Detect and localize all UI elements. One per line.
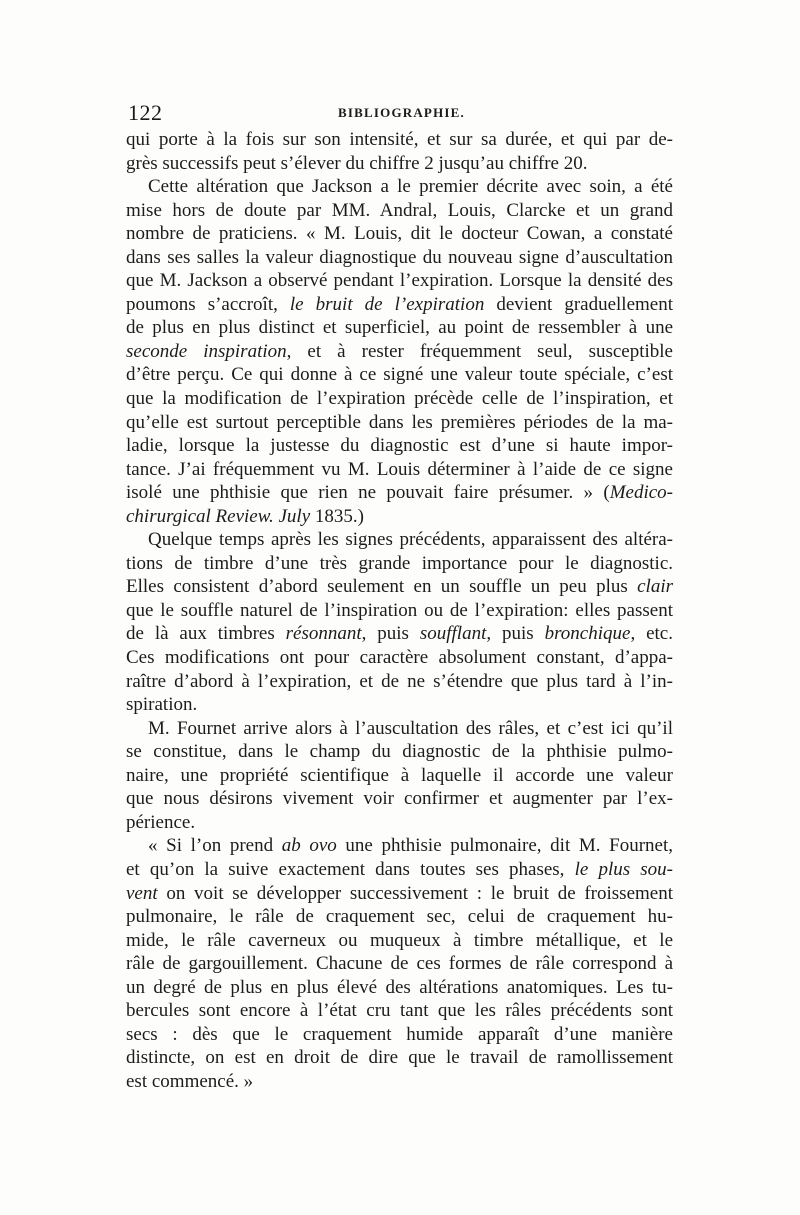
text-segment: que le souffle naturel de l’inspiration ou de l’expiration: elles passent <box>126 599 673 621</box>
italic-segment: bronchique <box>544 623 631 645</box>
text-line <box>126 152 673 176</box>
text-segment: de là aux timbres <box>126 623 286 645</box>
text-segment: on voit se développer successivement : le bruit de froissement <box>157 882 673 904</box>
text-segment: d’être perçu. Ce qui donne à ce signé une valeur toute spéciale, c’est <box>126 364 673 386</box>
body-text <box>126 128 673 1093</box>
text-segment: périence. <box>126 811 196 833</box>
running-head: BIBLIOGRAPHIE. <box>338 105 465 120</box>
text-line <box>126 882 673 906</box>
text-line <box>126 740 673 764</box>
text-segment: secs : dès que le craquement humide apparaît d’une manière <box>126 1023 673 1045</box>
text-segment: raître d’abord à l’expiration, et de ne s’étendre que plus tard à l’in- <box>126 670 673 692</box>
text-line <box>126 834 673 858</box>
text-segment: Elles consistent d’abord seulement en un souffle un peu plus <box>126 576 638 598</box>
text-line <box>126 599 673 623</box>
text-line <box>126 434 673 458</box>
text-line <box>126 199 673 223</box>
italic-segment: soufflant <box>419 623 487 645</box>
text-line <box>126 693 673 717</box>
page-number: 122 <box>128 100 163 125</box>
page-header <box>128 100 673 128</box>
text-line <box>126 552 673 576</box>
text-line <box>126 458 673 482</box>
text-line <box>126 575 673 599</box>
text-line <box>126 387 673 411</box>
text-segment: isolé une phthisie que rien ne pouvait faire présumer. » ( <box>126 482 610 504</box>
text-line <box>126 316 673 340</box>
text-line <box>126 929 673 953</box>
italic-segment: clair <box>637 576 673 598</box>
text-segment: que la modification de l’expiration précède celle de l’inspiration, et <box>126 388 673 410</box>
text-line <box>126 1070 673 1094</box>
text-segment: , etc. <box>630 623 673 645</box>
text-segment: pulmonaire, le râle de craquement sec, celui de craquement hu- <box>126 906 673 928</box>
text-line <box>126 481 673 505</box>
text-line <box>126 340 673 364</box>
text-line <box>126 811 673 835</box>
text-line <box>126 999 673 1023</box>
text-segment: bercules sont encore à l’état cru tant que les râles précédents sont <box>126 1000 673 1022</box>
text-line <box>126 858 673 882</box>
text-line <box>126 1023 673 1047</box>
text-segment: mide, le râle caverneux ou muqueux à timbre métallique, et le <box>126 929 673 951</box>
text-line <box>126 293 673 317</box>
text-segment: Cette altération que Jackson a le premier décrite avec soin, a été <box>148 176 673 198</box>
text-segment: , puis <box>361 623 420 645</box>
italic-segment: le plus sou- <box>574 858 673 880</box>
italic-segment: ab ovo <box>281 835 337 857</box>
text-segment: une phthisie pulmonaire, dit M. Fournet, <box>336 835 673 857</box>
text-segment: se constitue, dans le champ du diagnostic de la phthisie pulmo- <box>126 741 673 763</box>
text-line <box>126 622 673 646</box>
text-line <box>126 363 673 387</box>
text-line <box>126 976 673 1000</box>
text-segment: tions de timbre d’une très grande importance pour le diagnostic. <box>126 552 673 574</box>
text-segment: M. Fournet arrive alors à l’auscultation des râles, et c’est ici qu’il <box>148 717 673 739</box>
text-line <box>126 269 673 293</box>
text-line <box>126 246 673 270</box>
text-segment: poumons s’accroît, <box>126 293 290 315</box>
text-line <box>126 505 673 529</box>
text-segment: et qu’on la suive exactement dans toutes ses phases, <box>126 858 575 880</box>
text-line <box>126 528 673 552</box>
text-line <box>126 1046 673 1070</box>
italic-segment: vent <box>126 882 158 904</box>
text-segment: 1835.) <box>310 505 364 527</box>
text-segment: Quelque temps après les signes précédents, apparaissent des altéra- <box>148 529 673 551</box>
text-line <box>126 128 673 152</box>
italic-segment: le bruit de l’expiration <box>289 293 485 315</box>
text-segment: naire, une propriété scientifique à laquelle il accorde une valeur <box>126 764 673 786</box>
italic-segment: résonnant <box>285 623 362 645</box>
text-line <box>126 952 673 976</box>
text-segment: un degré de plus en plus élevé des altérations anatomiques. Les tu- <box>126 976 673 998</box>
text-segment: distincte, on est en droit de dire que le travail de ramollissement <box>126 1047 673 1069</box>
text-segment: « Si l’on prend <box>148 835 282 857</box>
text-segment: spiration. <box>126 694 198 716</box>
text-segment: Ces modifications ont pour caractère absolument constant, d’appa- <box>126 647 673 669</box>
text-segment: grès successifs peut s’élever du chiffre 2 jusqu’au chiffre 20. <box>126 152 588 174</box>
text-line <box>126 670 673 694</box>
text-segment: devient graduellement <box>484 293 673 315</box>
italic-segment: seconde inspiration <box>126 340 287 362</box>
text-segment: ladie, lorsque la justesse du diagnostic est d’une si haute impor- <box>126 435 673 457</box>
text-segment: dans ses salles la valeur diagnostique du nouveau signe d’auscultation <box>126 246 673 268</box>
text-line <box>126 905 673 929</box>
text-line <box>126 717 673 741</box>
text-line <box>126 764 673 788</box>
text-segment: est commencé. » <box>126 1070 254 1092</box>
italic-segment: chirurgical Review. July <box>126 505 311 527</box>
text-segment: , et à rester fréquemment seul, susceptible <box>286 340 673 362</box>
text-segment: que nous désirons vivement voir confirmer et augmenter par l’ex- <box>126 788 673 810</box>
text-line <box>126 175 673 199</box>
text-segment: qui porte à la fois sur son intensité, et sur sa durée, et qui par de- <box>126 129 673 150</box>
text-segment: qu’elle est surtout perceptible dans les premières périodes de la ma- <box>126 411 673 433</box>
text-line <box>126 646 673 670</box>
text-segment: nombre de praticiens. « M. Louis, dit le docteur Cowan, a constaté <box>126 223 673 245</box>
text-line <box>126 411 673 435</box>
text-segment: , puis <box>486 623 545 645</box>
text-segment: que M. Jackson a observé pendant l’expiration. Lorsque la densité des <box>126 270 673 292</box>
text-line <box>126 787 673 811</box>
text-segment: mise hors de doute par MM. Andral, Louis, Clarcke et un grand <box>126 199 673 221</box>
text-segment: de plus en plus distinct et superficiel, au point de ressembler à une <box>126 317 673 339</box>
text-line <box>126 222 673 246</box>
italic-segment: Medico- <box>609 482 673 504</box>
text-segment: tance. J’ai fréquemment vu M. Louis déterminer à l’aide de ce signe <box>126 458 673 480</box>
text-segment: râle de gargouillement. Chacune de ces formes de râle correspond à <box>126 953 673 975</box>
